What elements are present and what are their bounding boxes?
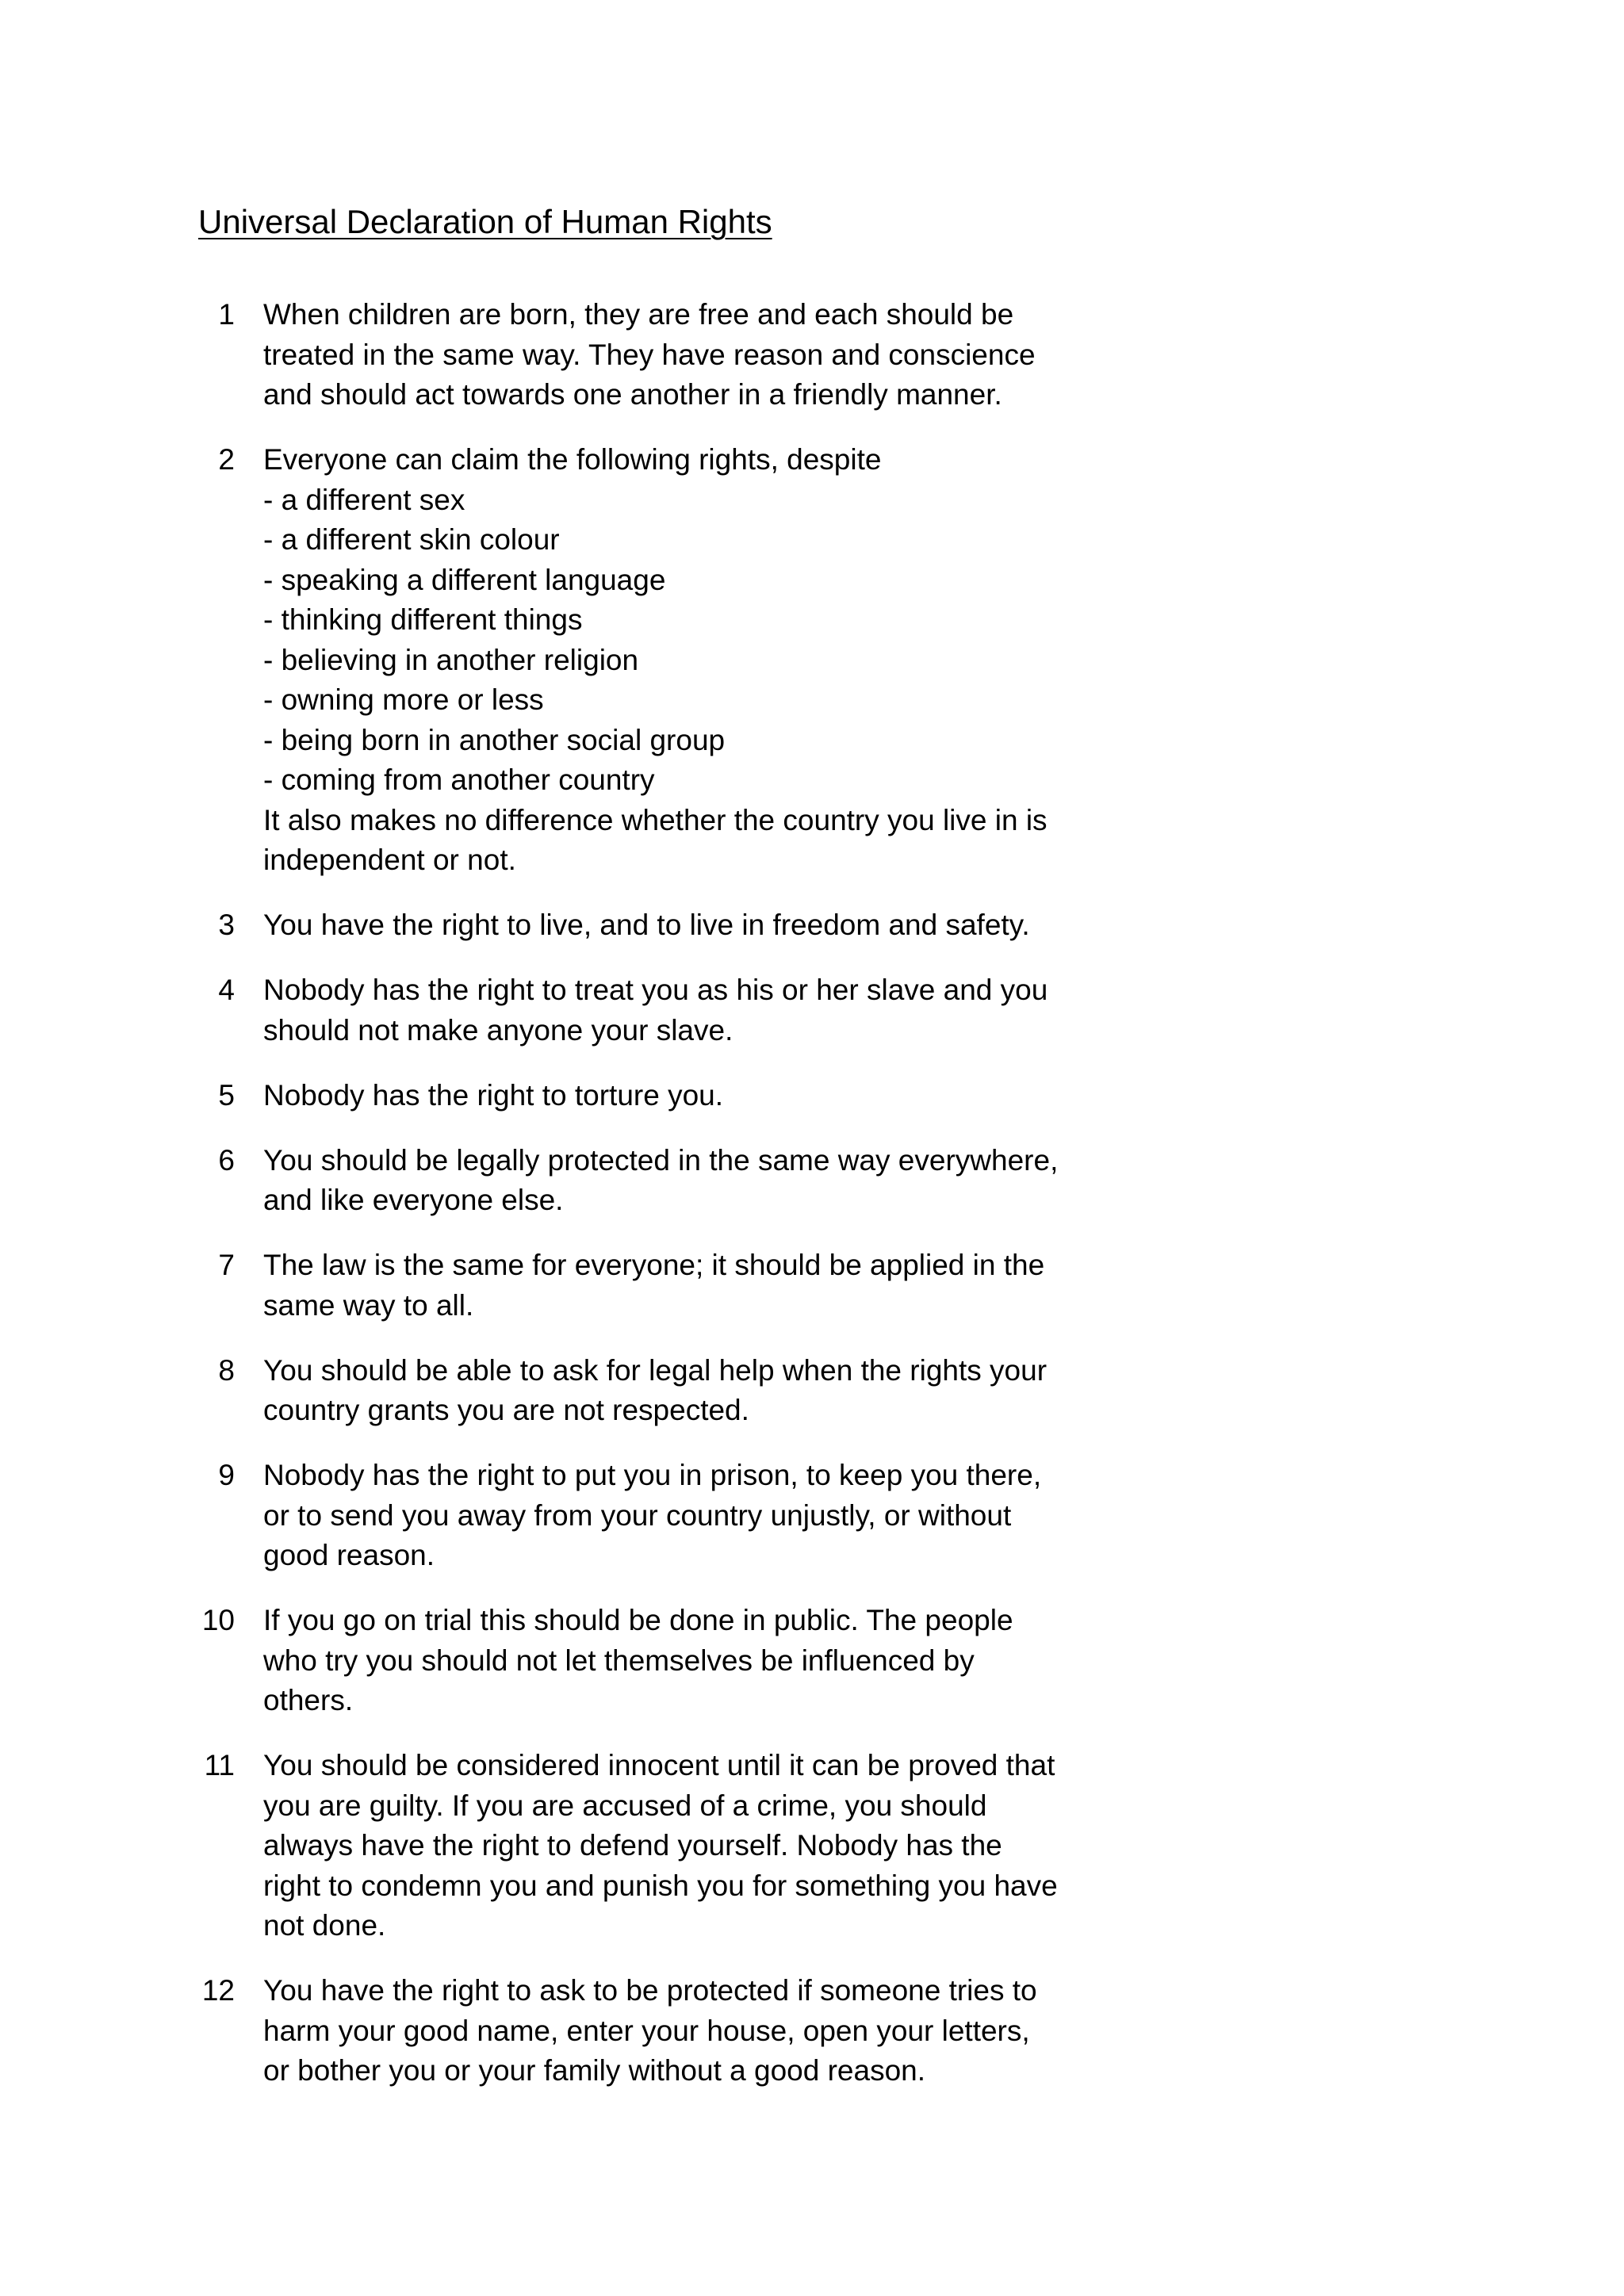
article-text bbox=[263, 1971, 1142, 2091]
article-number: 12 bbox=[201, 1974, 235, 2007]
article-number: 6 bbox=[218, 1143, 235, 1177]
article-item bbox=[190, 1141, 1142, 1221]
article-text-line: independent or not. bbox=[263, 844, 516, 876]
article-text-line: right to condemn you and punish you for something you have bbox=[263, 1869, 1058, 1902]
article-text-line: good reason. bbox=[263, 1539, 435, 1571]
article-item bbox=[190, 970, 1142, 1050]
article-text bbox=[263, 1351, 1142, 1431]
article-number: 11 bbox=[204, 1749, 235, 1781]
article-number: 7 bbox=[218, 1249, 235, 1281]
article-text-line: country grants you are not respected. bbox=[263, 1394, 749, 1426]
article-number: 2 bbox=[218, 443, 235, 476]
article-item bbox=[190, 1351, 1142, 1431]
article-item bbox=[190, 1746, 1142, 1946]
article-text-line: - being born in another social group bbox=[263, 723, 726, 756]
article-text-line: who try you should not let themselves be influenced by bbox=[263, 1644, 975, 1677]
article-item bbox=[190, 1076, 1142, 1116]
article-text-line: You should be considered innocent until it can be proved that bbox=[263, 1749, 1055, 1781]
article-text bbox=[263, 1141, 1142, 1221]
article-text-line: - owning more or less bbox=[263, 683, 544, 716]
article-text-line: not done. bbox=[263, 1909, 386, 1942]
article-text-line: or bother you or your family without a good reason. bbox=[263, 2054, 926, 2087]
article-text-line: You should be legally protected in the same way everywhere, bbox=[263, 1143, 1059, 1177]
article-text-line: should not make anyone your slave. bbox=[263, 1013, 733, 1047]
article-text bbox=[263, 295, 1142, 415]
article-number: 4 bbox=[218, 974, 235, 1006]
article-number: 5 bbox=[218, 1078, 235, 1112]
article-text-line: others. bbox=[263, 1684, 354, 1716]
article-number: 1 bbox=[218, 298, 235, 331]
article-text bbox=[263, 905, 1142, 946]
article-text-line: or to send you away from your country unjustly, or without bbox=[263, 1498, 1012, 1532]
article-item bbox=[190, 440, 1142, 881]
article-text bbox=[263, 1246, 1142, 1326]
article-text-line: It also makes no difference whether the country you live in is bbox=[263, 803, 1048, 836]
article-text-line: When children are born, they are free and each should be bbox=[263, 298, 1014, 331]
article-text-line: Nobody has the right to torture you. bbox=[263, 1078, 724, 1112]
article-text-line: treated in the same way. They have reason and conscience bbox=[263, 338, 1036, 371]
article-item bbox=[190, 1971, 1142, 2091]
article-text-line: If you go on trial this should be done in public. The people bbox=[263, 1604, 1013, 1636]
article-text-line: - thinking different things bbox=[263, 603, 583, 636]
article-text bbox=[263, 1601, 1142, 1721]
article-number: 9 bbox=[218, 1459, 235, 1491]
article-item bbox=[190, 1456, 1142, 1576]
article-text-line: You have the right to live, and to live in freedom and safety. bbox=[263, 909, 1030, 941]
article-text-line: Everyone can claim the following rights, despite bbox=[263, 443, 882, 476]
article-text-line: - believing in another religion bbox=[263, 643, 639, 676]
article-text-line: always have the right to defend yourself. Nobody has the bbox=[263, 1829, 1002, 1862]
article-text-line: same way to all. bbox=[263, 1288, 474, 1322]
article-text-line: - coming from another country bbox=[263, 763, 655, 796]
article-text bbox=[263, 970, 1142, 1050]
article-item bbox=[190, 1246, 1142, 1326]
article-text-line: and should act towards one another in a friendly manner. bbox=[263, 378, 1002, 411]
article-text-line: Nobody has the right to put you in prison, to keep you there, bbox=[263, 1459, 1042, 1491]
document-title: Universal Declaration of Human Rights bbox=[198, 203, 772, 240]
article-text bbox=[263, 440, 1142, 881]
article-text-line: Nobody has the right to treat you as his or her slave and you bbox=[263, 974, 1048, 1006]
article-number: 3 bbox=[218, 909, 235, 941]
article-text-line: harm your good name, enter your house, open your letters, bbox=[263, 2014, 1030, 2047]
article-text-line: you are guilty. If you are accused of a crime, you should bbox=[263, 1789, 987, 1822]
article-text bbox=[263, 1746, 1142, 1946]
article-item bbox=[190, 295, 1142, 415]
article-text bbox=[263, 1456, 1142, 1576]
article-item bbox=[190, 905, 1142, 946]
article-text-line: - a different skin colour bbox=[263, 523, 560, 556]
article-text-line: The law is the same for everyone; it should be applied in the bbox=[263, 1249, 1045, 1281]
article-number: 10 bbox=[201, 1604, 235, 1636]
article-text-line: You have the right to ask to be protected if someone tries to bbox=[263, 1974, 1037, 2007]
article-number: 8 bbox=[218, 1353, 235, 1387]
article-list bbox=[190, 295, 1142, 2116]
article-text-line: You should be able to ask for legal help when the rights your bbox=[263, 1353, 1048, 1387]
article-text-line: and like everyone else. bbox=[263, 1184, 564, 1216]
article-text-line: - speaking a different language bbox=[263, 563, 666, 596]
article-text-line: - a different sex bbox=[263, 483, 465, 516]
article-item bbox=[190, 1601, 1142, 1721]
article-text bbox=[263, 1076, 1142, 1116]
